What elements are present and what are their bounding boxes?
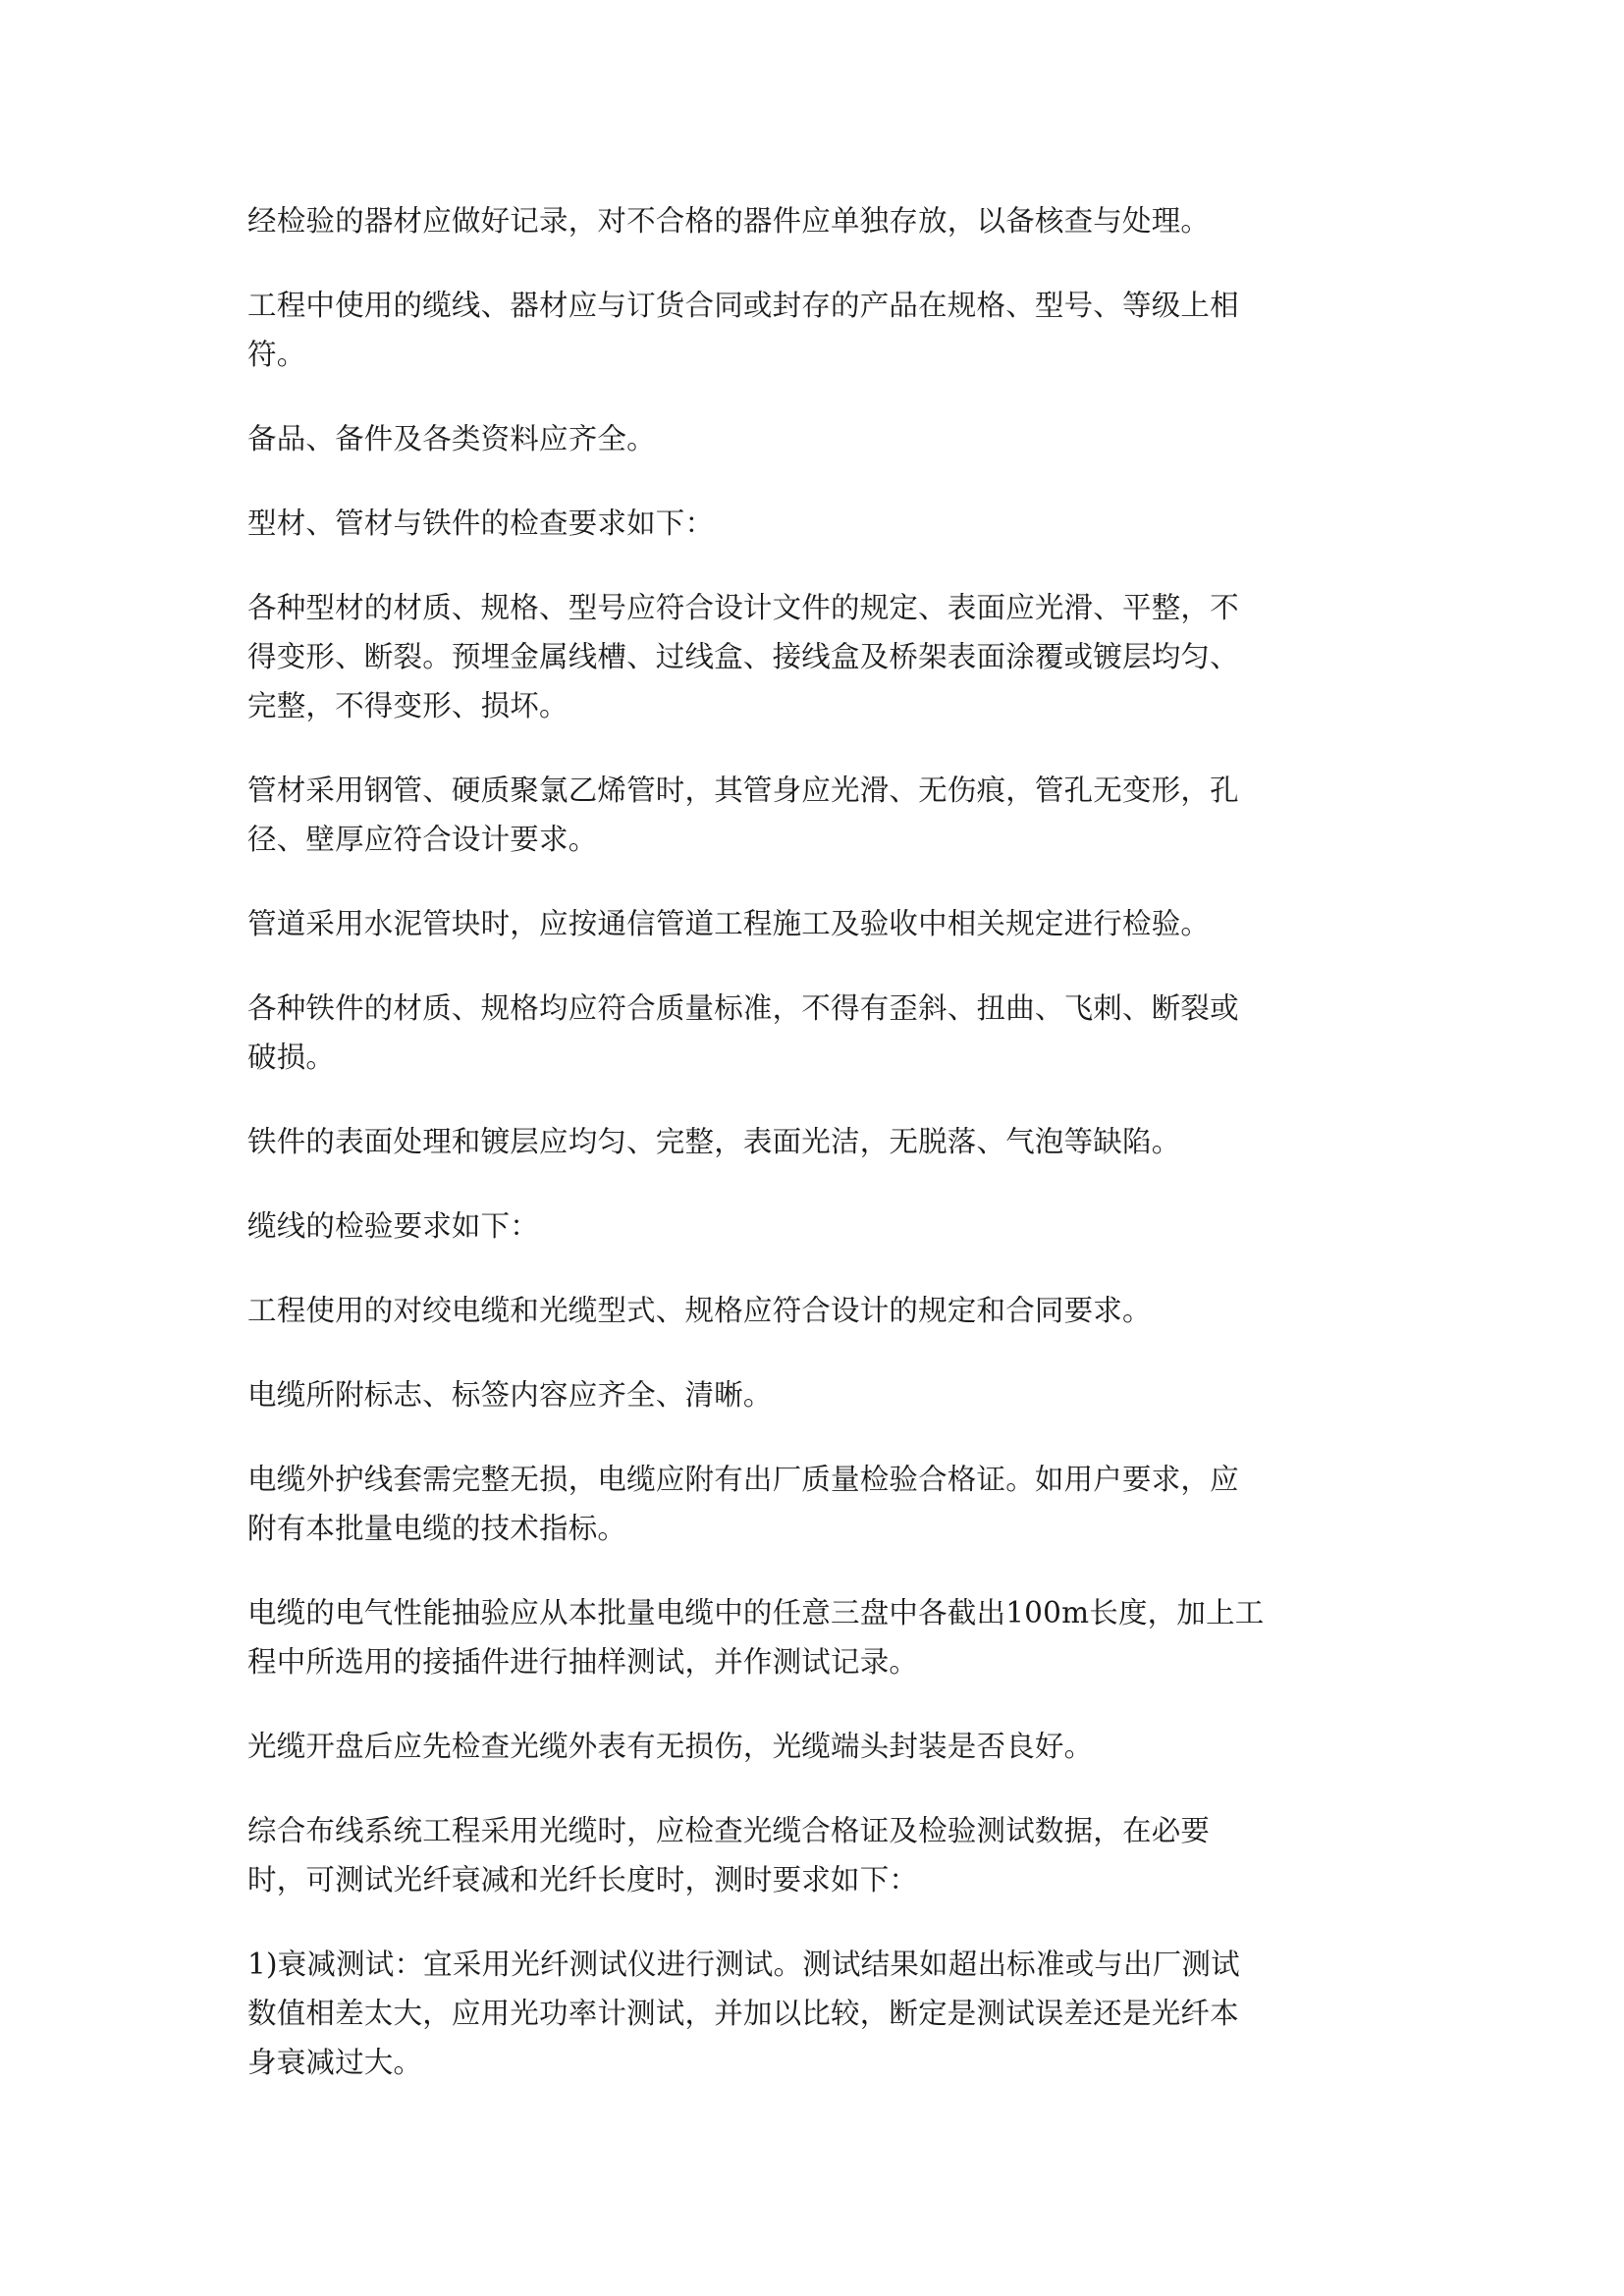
paragraph-15: 光缆开盘后应先检查光缆外表有无损伤，光缆端头封装是否良好。: [247, 1730, 1094, 1763]
paragraph-14: 电缆的电气性能抽验应从本批量电缆中的任意三盘中各截出100m长度，加上工 程中所选用的接插件进行抽样测试，并作测试记录。: [247, 1596, 1265, 1679]
paragraph-7: 管道采用水泥管块时，应按通信管道工程施工及验收中相关规定进行检验。: [247, 907, 1211, 940]
document-body: [247, 196, 1377, 2122]
paragraph-5: 各种型材的材质、规格、型号应符合设计文件的规定、表面应光滑、平整，不 得变形、断裂。预埋金属线槽、过线盒、接线盒及桥架表面涂覆或镀层均匀、 完整，不得变形、损坏。: [247, 591, 1239, 722]
paragraph-10: 缆线的检验要求如下：: [247, 1209, 540, 1243]
paragraph-4: 型材、管材与铁件的检查要求如下：: [247, 507, 715, 540]
paragraph-8: 各种铁件的材质、规格均应符合质量标准，不得有歪斜、扭曲、飞刺、断裂或 破损。: [247, 991, 1239, 1074]
paragraph-13: 电缆外护线套需完整无损，电缆应附有出厂质量检验合格证。如用户要求，应 附有本批量电缆的技术指标。: [247, 1463, 1239, 1545]
paragraph-9: 铁件的表面处理和镀层应均匀、完整，表面光洁，无脱落、气泡等缺陷。: [247, 1125, 1181, 1158]
paragraph-2: 工程中使用的缆线、器材应与订货合同或封存的产品在规格、型号、等级上相 符。: [247, 289, 1239, 371]
paragraph-12: 电缆所附标志、标签内容应齐全、清晰。: [247, 1378, 773, 1412]
paragraph-6: 管材采用钢管、硬质聚氯乙烯管时，其管身应光滑、无伤痕，管孔无变形，孔 径、壁厚应符合设计要求。: [247, 774, 1239, 856]
paragraph-16: 综合布线系统工程采用光缆时，应检查光缆合格证及检验测试数据，在必要 时，可测试光纤衰减和光纤长度时，测时要求如下：: [247, 1814, 1211, 1896]
paragraph-1: 经检验的器材应做好记录，对不合格的器件应单独存放，以备核查与处理。: [247, 204, 1211, 238]
paragraph-11: 工程使用的对绞电缆和光缆型式、规格应符合设计的规定和合同要求。: [247, 1294, 1152, 1327]
paragraph-17: 1)衰减测试：宜采用光纤测试仪进行测试。测试结果如超出标准或与出厂测试 数值相差太大，应用光功率计测试，并加以比较，断定是测试误差还是光纤本 身衰减过大。: [247, 1948, 1240, 2079]
paragraph-3: 备品、备件及各类资料应齐全。: [247, 422, 656, 455]
